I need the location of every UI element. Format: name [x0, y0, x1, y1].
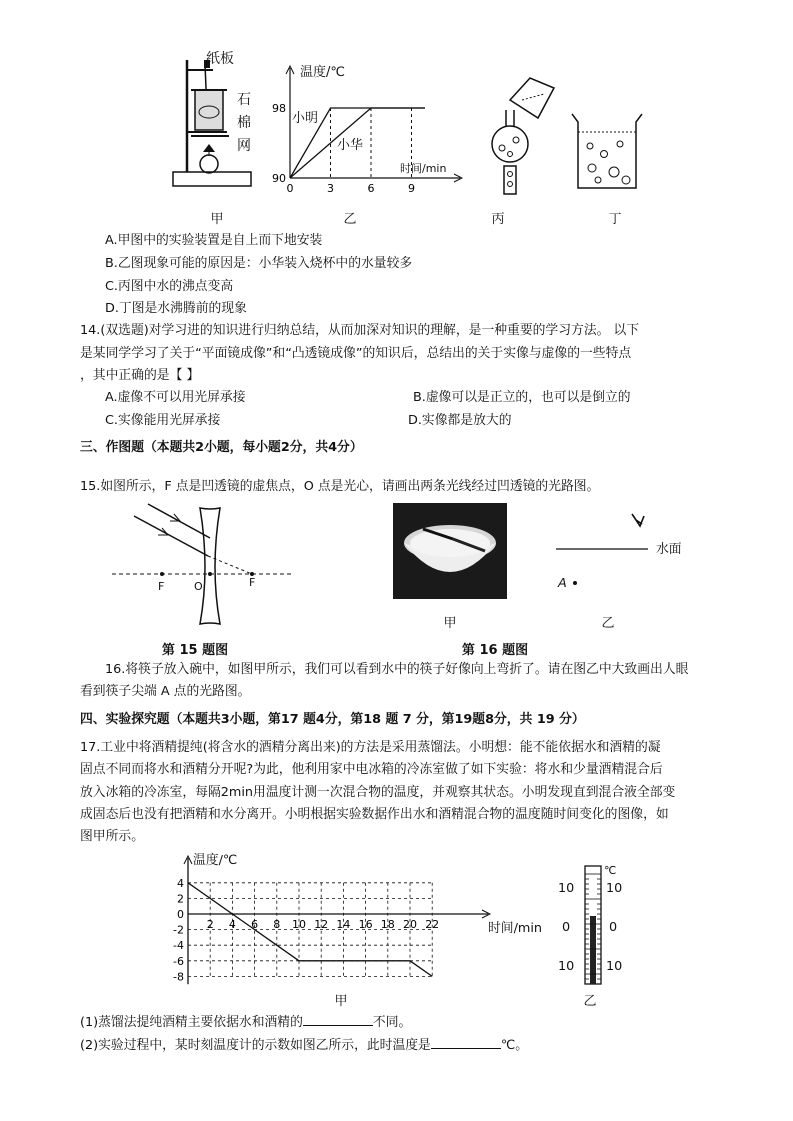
jia-xtick: 16: [358, 918, 373, 931]
apparatus-figure: [165, 52, 275, 202]
label-mesh-3: 网: [237, 138, 251, 154]
yi-xtick: 3: [327, 182, 334, 195]
jia-xtick: 6: [251, 918, 259, 931]
caption-jia: 甲: [210, 212, 224, 227]
caption-bing: 丙: [491, 212, 505, 227]
caption-yi: 乙: [343, 212, 357, 227]
q13-option-b: B.乙图现象可能的原因是：小华装入烧杯中的水量较多: [105, 256, 413, 271]
q16-line-1: 16.将筷子放入碗中，如图甲所示，我们可以看到水中的筷子好像向上弯折了。请在图乙中大致画出人眼: [105, 662, 689, 677]
jia-xtick: 4: [228, 918, 236, 931]
thermo-right-10-bottom: 10: [606, 959, 623, 974]
yi-ytick: 98: [272, 102, 286, 115]
yi-xtick: 9: [408, 182, 415, 195]
jia-ytick: 2: [177, 892, 184, 906]
q17-sub2-blank[interactable]: [431, 1036, 501, 1049]
jia-ytick: -2: [173, 923, 184, 937]
beaker-figure: [568, 110, 644, 194]
concave-lens-figure: [112, 498, 297, 628]
section-3-heading: 三、作图题（本题共2小题，每小题2分，共4分）: [80, 440, 363, 455]
jia-xlabel: 时间/min: [488, 921, 543, 936]
q17-line-2: 固点不同而将水和酒精分开呢?为此，他利用家中电冰箱的冷冻室做了如下实验：将水和少量酒精混合后: [80, 762, 663, 777]
q16-caption-jia: 甲: [443, 616, 457, 631]
q17-sub1-prefix: (1)蒸馏法提纯酒精主要依据水和酒精的: [80, 1015, 303, 1030]
q14-option-d: D.实像都是放大的: [408, 413, 512, 428]
jia-ylabel: 温度/℃: [193, 853, 238, 868]
q17-line-5: 图甲所示。: [80, 829, 144, 844]
label-o: O: [194, 580, 203, 593]
jia-ytick: -8: [173, 970, 184, 984]
label-mesh-2: 棉: [237, 115, 251, 131]
bowl-photo: [393, 503, 507, 599]
yi-xlabel: 时间/min: [400, 162, 447, 175]
q16-caption-yi: 乙: [601, 616, 615, 631]
jia-xtick: 18: [380, 918, 395, 931]
yi-xtick: 6: [367, 182, 375, 195]
q13-option-a: A.甲图中的实验装置是自上而下地安装: [105, 233, 323, 248]
jia-xtick: 2: [206, 918, 214, 931]
q15-text: 15.如图所示，F 点是凹透镜的虚焦点，O 点是光心，请画出两条光线经过凹透镜的光路图。: [80, 479, 600, 494]
q17-line-1: 17.工业中将酒精提纯(将含水的酒精分离出来)的方法是采用蒸馏法。小明想：能不能依据水和酒精的凝: [80, 740, 661, 755]
q17-sub1-suffix: 不同。: [372, 1015, 412, 1030]
q16-line-2: 看到筷子尖端 A 点的光路图。: [80, 684, 251, 699]
yi-ylabel: 温度/℃: [300, 65, 345, 80]
q14-option-c: C.实像能用光屏承接: [105, 413, 221, 428]
label-f-left: F: [158, 580, 165, 593]
q14-line-2: 是某同学学习了关于“平面镜成像”和“凸透镜成像”的知识后，总结出的关于实像与虚像的一些特点: [80, 346, 632, 361]
q13-option-c: C.丙图中水的沸点变高: [105, 279, 234, 294]
thermo-right-10-top: 10: [606, 881, 623, 896]
jia-xtick: 14: [336, 918, 351, 931]
q13-option-d: D.丁图是水沸腾前的现象: [105, 301, 247, 316]
q17-sub2: [80, 1036, 528, 1055]
jia-ytick: 4: [177, 876, 184, 890]
thermo-left-10-bottom: 10: [558, 959, 575, 974]
jia-ytick: -4: [173, 939, 184, 953]
jia-xtick: 22: [425, 918, 440, 931]
water-surface-label: 水面: [656, 542, 682, 557]
eye-icon: [632, 514, 644, 526]
label-board: 纸板: [206, 51, 234, 67]
q14-option-a: A.虚像不可以用光屏承接: [105, 390, 246, 405]
label-f-right: F: [249, 576, 256, 589]
jia-xtick: 8: [273, 918, 281, 931]
q17-sub2-suffix: ℃。: [500, 1038, 529, 1053]
thermo-left-0: 0: [562, 920, 571, 935]
q17-sub2-prefix: (2)实验过程中，某时刻温度计的示数如图乙所示，此时温度是: [80, 1038, 431, 1053]
label-mesh-1: 石: [237, 92, 251, 108]
point-a-label: A: [558, 576, 567, 591]
jia-ytick: -6: [173, 954, 184, 968]
yi-xtick: 0: [286, 182, 294, 195]
q17-caption-yi: 乙: [583, 994, 597, 1009]
q14-option-b: B.虚像可以是正立的，也可以是倒立的: [413, 390, 631, 405]
q17-line-3: 放入冰箱的冷冻室，每隔2min用温度计测一次混合物的温度，并观察其状态。小明发现直到混合液全部变: [80, 785, 676, 800]
yi-ytick: 90: [272, 172, 286, 185]
q17-line-4: 成固态后也没有把酒精和水分离开。小明根据实验数据作出水和酒精混合物的温度随时间变化的图像，如: [80, 807, 669, 822]
jia-xtick: 12: [314, 918, 329, 931]
series-label-xiaohua: 小华: [337, 138, 364, 153]
jia-xtick: 10: [292, 918, 306, 931]
thermometer-unit: ℃: [604, 864, 617, 877]
jia-ytick: 0: [177, 908, 184, 921]
series-label-xiaoming: 小明: [292, 111, 319, 126]
thermo-left-10-top: 10: [558, 881, 575, 896]
q16-caption: 第 16 题图: [461, 643, 529, 658]
q14-line-1: 14.(双选题)对学习进的知识进行归纳总结，从而加深对知识的理解，是一种重要的学习方法。 以下: [80, 323, 640, 338]
q14-line-3: ，其中正确的是【 】: [80, 368, 200, 383]
flask-figure: [470, 70, 560, 200]
thermo-right-0: 0: [609, 920, 618, 935]
section-4-heading: 四、实验探究题（本题共3小题，第17 题4分，第18 题 7 分，第19题8分，共 19 分）: [80, 712, 585, 727]
caption-ding: 丁: [608, 212, 622, 227]
q15-caption: 第 15 题图: [161, 643, 229, 658]
jia-xtick: 20: [403, 918, 417, 931]
q17-sub1: [80, 1013, 411, 1032]
q17-caption-jia: 甲: [334, 994, 348, 1009]
q17-sub1-blank[interactable]: [303, 1013, 373, 1026]
